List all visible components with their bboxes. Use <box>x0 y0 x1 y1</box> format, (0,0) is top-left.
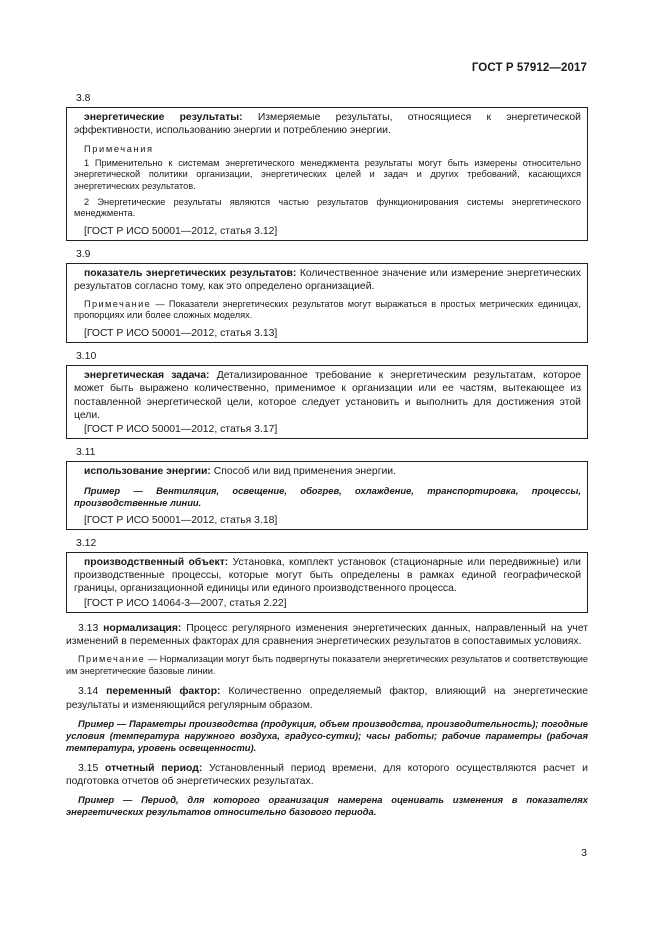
definition-paragraph: 3.13 нормализация: Процесс регулярного изменения энергетических данных, направленный на учет изменений в переменных факторах для сравнения энергетических результатов в сопоставимых условиях. <box>66 622 589 648</box>
definition-box <box>66 107 588 241</box>
source-reference: [ГОСТ Р ИСО 14064-3—2007, статья 2.22] <box>84 597 287 609</box>
section-number: 3.9 <box>76 248 91 260</box>
page-number: 3 <box>581 847 587 859</box>
definition-box <box>66 365 588 439</box>
example: Пример — Вентиляция, освещение, обогрев, охлаждение, транспортировка, процессы, производственные линии. <box>74 484 581 508</box>
source-reference: [ГОСТ Р ИСО 50001—2012, статья 3.18] <box>84 514 278 526</box>
note: Примечание — Показатели энергетических результатов могут выражаться в простых метрических единицах, пропорциях или более сложных моделях. <box>74 298 582 321</box>
note: 2 Энергетические результаты являются частью результатов функционирования системы энергетического менеджмента. <box>74 196 581 219</box>
note: 1 Применительно к системам энергетического менеджмента результаты могут быть измерены относительно энергетической политики организации, энергетических целей и задач и других требований, касающихся энергетических результатов. <box>74 157 581 191</box>
definition-text: энергетические результаты: Измеряемые результаты, относящиеся к энергетической эффективности, использованию энергии и потреблению энергии. <box>74 112 581 137</box>
example: Пример — Период, для которого организация намерена оценивать изменения в показателях энергетических результатов относительно базового периода. <box>66 794 588 818</box>
section-number: 3.11 <box>76 447 96 459</box>
definition-box <box>66 263 588 343</box>
definition-paragraph: 3.15 отчетный период: Установленный период времени, для которого осуществляются расчет и подготовка отчетов об энергетических результатах. <box>66 762 588 788</box>
definition-box <box>66 552 588 613</box>
term: показатель энергетических результатов: <box>84 268 297 280</box>
page-header-standard: ГОСТ Р 57912—2017 <box>471 62 587 74</box>
note: Примечание — Нормализации могут быть подвергнуты показатели энергетических результатов и соответствующие им энергетические базовые линии. <box>66 654 588 676</box>
definition-text: производственный объект: Установка, комплект установок (стационарные или передвижные) или производственные процессы, которые могут быть определены в рамках единой географической границы, организационной единицы или единого производственного процесса. <box>74 557 581 595</box>
notes-heading: Примечания <box>84 143 154 154</box>
page-content <box>66 92 588 818</box>
definition-box <box>66 461 588 529</box>
section-number: 3.12 <box>76 537 97 549</box>
term: нормализация: <box>103 622 182 634</box>
definition-text: показатель энергетических результатов: Количественное значение или измерение энергетических результатов согласно тому, как это определено организацией. <box>74 268 581 293</box>
source-reference: [ГОСТ Р ИСО 50001—2012, статья 3.13] <box>84 327 278 339</box>
term: использование энергии: <box>84 466 211 478</box>
source-reference: [ГОСТ Р ИСО 50001—2012, статья 3.17] <box>84 424 278 435</box>
section-number: 3.8 <box>76 93 91 104</box>
term: производственный объект: <box>84 557 229 569</box>
term: энергетические результаты: <box>84 112 243 124</box>
term: энергетическая задача: <box>84 370 210 382</box>
example: Пример — Параметры производства (продукция, объем производства, производительность); погодные условия (температура наружного воздуха, градусо-сутки); часы работы; рабочие параметры (рабочая температура, уровень освещенности). <box>66 717 588 753</box>
section-number: 3.10 <box>76 350 97 362</box>
source-reference: [ГОСТ Р ИСО 50001—2012, статья 3.12] <box>84 225 278 237</box>
term: переменный фактор: <box>106 686 221 698</box>
definition-text: энергетическая задача: Детализированное требование к энергетическим результатам, которое может быть выражено количественно, применимое к организации или ее частям, вытекающее из поставленной энергетической цели, которое следует установить и выполнить для достижения этой цели. <box>74 370 581 421</box>
definition-paragraph: 3.14 переменный фактор: Количественно определяемый фактор, влияющий на энергетические результаты и изменяющийся регулярным образом. <box>66 686 588 711</box>
definition-text: использование энергии: Способ или вид применения энергии. <box>84 466 396 478</box>
term: отчетный период: <box>105 762 203 774</box>
